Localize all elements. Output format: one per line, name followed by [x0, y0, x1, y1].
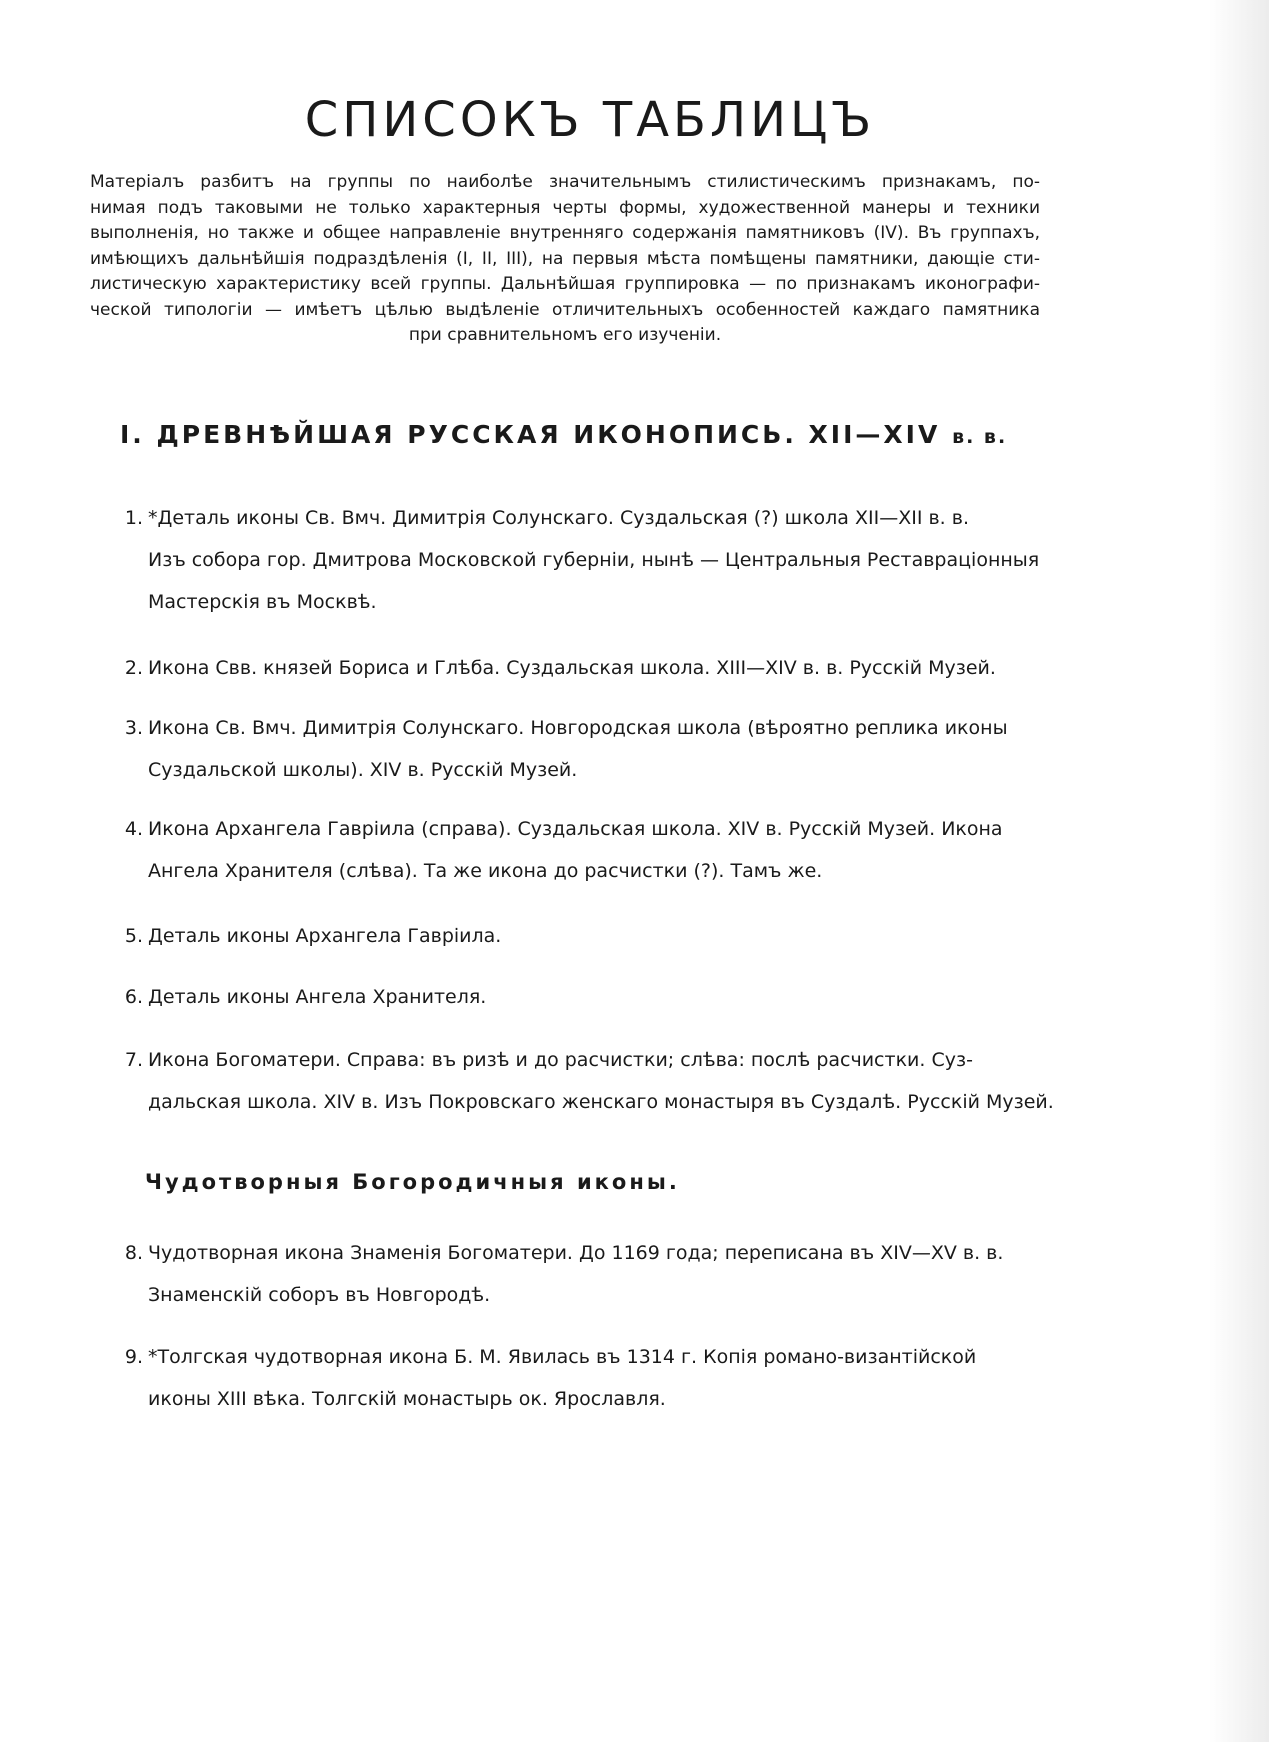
item-line: Ангела Хранителя (слѣва). Та же икона до расчистки (?). Тамъ же.	[148, 860, 823, 882]
item-number: 9.	[124, 1346, 143, 1368]
intro-paragraph	[90, 170, 1040, 349]
item-text	[148, 915, 1050, 957]
list-item	[115, 497, 1050, 623]
item-line: *Толгская чудотворная икона Б. М. Явилась въ 1314 г. Копія романо-византійской	[148, 1346, 977, 1368]
subsection-heading: Чудотворныя Богородичныя иконы.	[145, 1170, 680, 1194]
section-heading-suffix: в. в.	[952, 426, 1008, 448]
page-edge-shadow	[1209, 0, 1269, 1742]
item-text	[148, 707, 1050, 791]
list-item	[115, 647, 1050, 689]
intro-line: ческой типологіи — имѣетъ цѣлью выдѣленіе отличительныхъ особенностей каждаго памятника	[90, 299, 1040, 320]
item-line: Изъ собора гор. Дмитрова Московской губерніи, нынѣ — Центральныя Реставраціонныя	[148, 549, 1040, 571]
list-item	[115, 1232, 1050, 1316]
intro-line: нимая подъ таковыми не только характерныя черты формы, художественной манеры и техники	[90, 197, 1040, 218]
item-line: Знаменскій соборъ въ Новгородѣ.	[148, 1284, 491, 1306]
item-text	[148, 976, 1050, 1018]
item-number: 5.	[124, 925, 143, 947]
item-line: иконы XIII вѣка. Толгскій монастырь ок. Ярославля.	[148, 1388, 666, 1410]
list-item	[115, 808, 1050, 892]
item-number: 1.	[124, 507, 143, 529]
item-number: 3.	[124, 717, 143, 739]
item-text	[148, 497, 1050, 623]
section-heading-main: I. ДРЕВНѢЙШАЯ РУССКАЯ ИКОНОПИСЬ. XII—XIV	[120, 420, 941, 449]
page-title: СПИСОКЪ ТАБЛИЦЪ	[304, 92, 876, 148]
item-text	[148, 808, 1050, 892]
item-line: *Деталь иконы Св. Вмч. Димитрія Солунскаго. Суздальская (?) школа XII—XII в. в.	[148, 507, 969, 529]
list-item	[115, 707, 1050, 791]
item-number: 4.	[124, 818, 143, 840]
item-number: 6.	[124, 986, 143, 1008]
intro-line: имѣющихъ дальнѣйшія подраздѣленія (I, II, III), на первыя мѣста помѣщены памятники, дающіе сти-	[90, 248, 1040, 269]
item-number: 2.	[124, 657, 143, 679]
item-number: 8.	[124, 1242, 143, 1264]
item-text	[148, 1039, 1054, 1123]
section-heading	[120, 420, 1007, 449]
item-line: дальская школа. XIV в. Изъ Покровскаго женскаго монастыря въ Суздалѣ. Русскій Музей.	[148, 1091, 1054, 1113]
item-line: Чудотворная икона Знаменія Богоматери. До 1169 года; переписана въ XIV—XV в. в.	[148, 1242, 1004, 1264]
intro-line: выполненія, но также и общее направленіе внутренняго содержанія памятниковъ (IV). Въ группахъ,	[90, 223, 1040, 243]
item-text	[148, 1232, 1050, 1316]
list-item	[115, 915, 1050, 957]
item-line: Деталь иконы Архангела Гавріила.	[148, 925, 502, 947]
intro-line: при сравнительномъ его изученіи.	[408, 325, 722, 345]
item-number: 7.	[124, 1049, 143, 1071]
item-line: Икона Архангела Гавріила (справа). Суздальская школа. XIV в. Русскій Музей. Икона	[148, 818, 1003, 840]
item-line: Деталь иконы Ангела Хранителя.	[148, 986, 487, 1008]
item-line: Икона Св. Вмч. Димитрія Солунскаго. Новгородская школа (вѣроятно реплика иконы	[148, 717, 1008, 739]
item-line: Мастерскія въ Москвѣ.	[148, 591, 377, 613]
item-line: Икона Богоматери. Справа: въ ризѣ и до расчистки; слѣва: послѣ расчистки. Суз-	[148, 1049, 973, 1071]
item-line: Суздальской школы). XIV в. Русскій Музей.	[148, 759, 578, 781]
intro-line: Матеріалъ разбитъ на группы по наиболѣе значительнымъ стилистическимъ признакамъ, по-	[90, 172, 1040, 192]
item-text	[148, 1336, 1050, 1420]
list-item	[115, 976, 1050, 1018]
intro-line: листическую характеристику всей группы. Дальнѣйшая группировка — по признакамъ иконографи-	[90, 274, 1040, 294]
list-item	[115, 1039, 1054, 1123]
item-text	[148, 647, 1050, 689]
list-item	[115, 1336, 1050, 1420]
item-line: Икона Свв. князей Бориса и Глѣба. Суздальская школа. XIII—XIV в. в. Русскій Музей.	[148, 657, 996, 679]
